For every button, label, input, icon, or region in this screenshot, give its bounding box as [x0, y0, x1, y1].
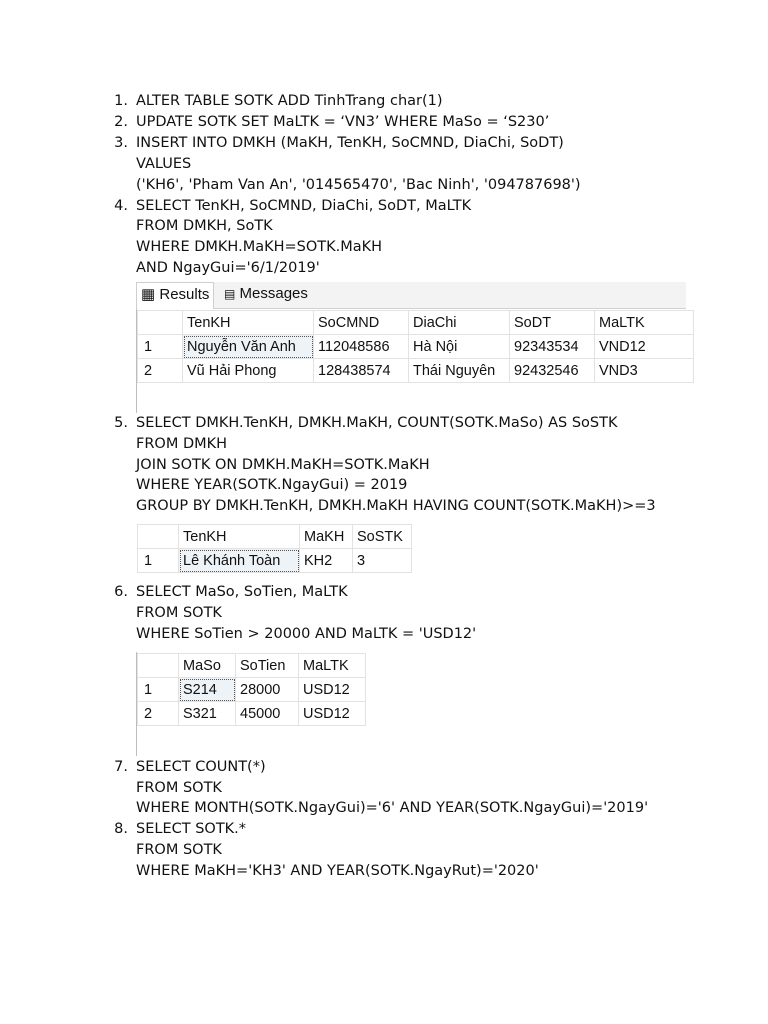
- table-row: [138, 359, 694, 383]
- sql-line: WHERE MaKH='KH3' AND YEAR(SOTK.NgayRut)='2020': [136, 863, 539, 879]
- row-number[interactable]: 2: [138, 702, 179, 726]
- table-cell[interactable]: Lê Khánh Toàn: [179, 549, 300, 573]
- result-tabs: [136, 282, 686, 309]
- column-header[interactable]: SoDT: [510, 311, 595, 335]
- table-header-row: [138, 654, 366, 678]
- item-number: 6.: [114, 584, 128, 600]
- sql-line: WHERE DMKH.MaKH=SOTK.MaKH: [136, 239, 383, 255]
- table-cell[interactable]: 92343534: [510, 335, 595, 359]
- sql-line: ALTER TABLE SOTK ADD TinhTrang char(1): [136, 93, 443, 109]
- sql-line: FROM DMKH: [136, 436, 228, 452]
- sql-line: FROM SOTK: [136, 842, 222, 858]
- row-number[interactable]: 1: [138, 335, 183, 359]
- row-number[interactable]: 2: [138, 359, 183, 383]
- sql-line: WHERE SoTien > 20000 AND MaLTK = 'USD12': [136, 626, 477, 642]
- column-header[interactable]: TenKH: [183, 311, 314, 335]
- table-cell[interactable]: Thái Nguyên: [409, 359, 510, 383]
- tab-results[interactable]: [136, 282, 214, 309]
- sql-line: SELECT DMKH.TenKH, DMKH.MaKH, COUNT(SOTK.MaSo) AS SoSTK: [136, 415, 618, 431]
- results-grid: [137, 310, 694, 383]
- table-cell[interactable]: Vũ Hải Phong: [183, 359, 314, 383]
- sql-line: SELECT COUNT(*): [136, 759, 266, 775]
- tab-messages[interactable]: [220, 282, 312, 308]
- column-header[interactable]: MaLTK: [595, 311, 694, 335]
- tab-results-label: Results: [159, 286, 210, 303]
- grid-icon: ▦: [141, 286, 156, 303]
- table-cell[interactable]: VND3: [595, 359, 694, 383]
- sql-line: SELECT SOTK.*: [136, 821, 247, 837]
- sql-line: WHERE YEAR(SOTK.NgayGui) = 2019: [136, 477, 408, 493]
- table-cell[interactable]: 45000: [236, 702, 299, 726]
- table-cell[interactable]: KH2: [300, 549, 353, 573]
- sql-line: JOIN SOTK ON DMKH.MaKH=SOTK.MaKH: [136, 457, 430, 473]
- column-header[interactable]: DiaChi: [409, 311, 510, 335]
- results-grid: [137, 653, 366, 726]
- row-number[interactable]: 1: [138, 549, 179, 573]
- table-cell[interactable]: 92432546: [510, 359, 595, 383]
- table-cell[interactable]: 28000: [236, 678, 299, 702]
- sql-line: GROUP BY DMKH.TenKH, DMKH.MaKH HAVING COUNT(SOTK.MaKH)>=3: [136, 498, 656, 514]
- table-cell[interactable]: S321: [179, 702, 236, 726]
- table-cell[interactable]: 112048586: [314, 335, 409, 359]
- table-row: [138, 678, 366, 702]
- messages-icon: ▤: [224, 287, 236, 301]
- item-number: 8.: [114, 821, 128, 837]
- column-header[interactable]: SoTien: [236, 654, 299, 678]
- item-number: 3.: [114, 135, 128, 151]
- table-cell[interactable]: USD12: [299, 678, 366, 702]
- item-number: 5.: [114, 415, 128, 431]
- table-row: [138, 335, 694, 359]
- table-cell[interactable]: 128438574: [314, 359, 409, 383]
- table-row: [138, 702, 366, 726]
- sql-line: AND NgayGui='6/1/2019': [136, 260, 320, 276]
- table-header-row: [138, 525, 412, 549]
- column-header[interactable]: MaLTK: [299, 654, 366, 678]
- item-number: 4.: [114, 198, 128, 214]
- column-header[interactable]: TenKH: [179, 525, 300, 549]
- table-cell[interactable]: S214: [179, 678, 236, 702]
- tab-messages-label: Messages: [239, 285, 308, 302]
- column-header[interactable]: MaSo: [179, 654, 236, 678]
- sql-line: SELECT MaSo, SoTien, MaLTK: [136, 584, 348, 600]
- table-cell[interactable]: 3: [353, 549, 412, 573]
- results-grid: [137, 524, 412, 573]
- table-cell[interactable]: VND12: [595, 335, 694, 359]
- item-number: 1.: [114, 93, 128, 109]
- table-cell[interactable]: USD12: [299, 702, 366, 726]
- sql-line: FROM SOTK: [136, 780, 222, 796]
- sql-line: ('KH6', 'Pham Van An', '014565470', 'Bac Ninh', '094787698'): [136, 177, 581, 193]
- column-header[interactable]: SoSTK: [353, 525, 412, 549]
- sql-line: VALUES: [136, 156, 192, 172]
- item-number: 2.: [114, 114, 128, 130]
- sql-line: WHERE MONTH(SOTK.NgayGui)='6' AND YEAR(SOTK.NgayGui)='2019': [136, 800, 649, 816]
- sql-line: UPDATE SOTK SET MaLTK = ‘VN3’ WHERE MaSo = ‘S230’: [136, 114, 550, 130]
- sql-line: SELECT TenKH, SoCMND, DiaChi, SoDT, MaLTK: [136, 198, 472, 214]
- row-number[interactable]: 1: [138, 678, 179, 702]
- item-number: 7.: [114, 759, 128, 775]
- sql-line: FROM SOTK: [136, 605, 222, 621]
- column-header[interactable]: SoCMND: [314, 311, 409, 335]
- sql-line: FROM DMKH, SoTK: [136, 218, 273, 234]
- column-header[interactable]: MaKH: [300, 525, 353, 549]
- table-cell[interactable]: Hà Nội: [409, 335, 510, 359]
- table-header-row: [138, 311, 694, 335]
- table-row: [138, 549, 412, 573]
- table-cell[interactable]: Nguyễn Văn Anh: [183, 335, 314, 359]
- sql-line: INSERT INTO DMKH (MaKH, TenKH, SoCMND, DiaChi, SoDT): [136, 135, 564, 151]
